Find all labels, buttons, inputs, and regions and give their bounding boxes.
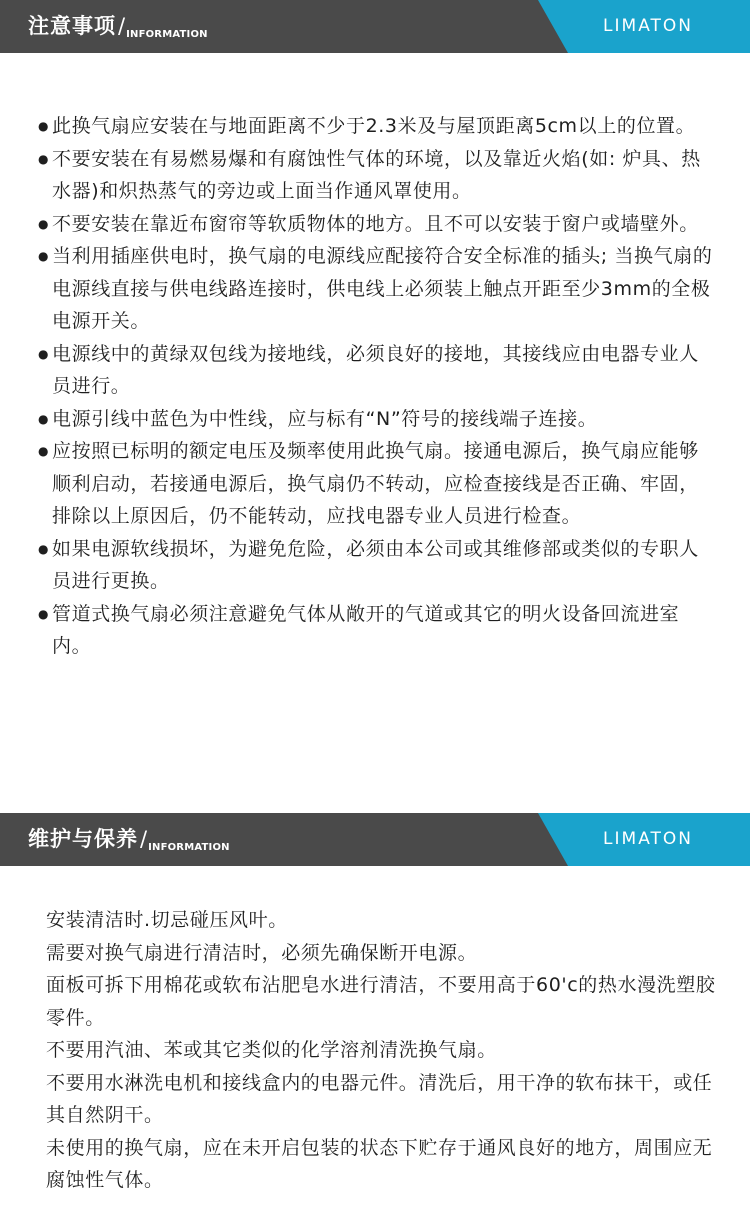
list-item (38, 435, 718, 533)
section-title-en: INFORMATION (148, 842, 230, 853)
list-item (38, 403, 718, 436)
list-item: 不要用汽油、苯或其它类似的化学溶剂清洗换气扇。 (46, 1039, 497, 1061)
precautions-list (38, 110, 718, 663)
brand-logo-text: LIMATON (603, 16, 693, 36)
bullet-icon: ● (38, 216, 50, 231)
section-header-precautions (0, 0, 750, 53)
bullet-icon: ● (38, 151, 50, 166)
list-item-text: 不要安装在有易燃易爆和有腐蚀性气体的环境，以及靠近火焰(如: 炉具、热水器)和炽热蒸气的旁边或上面当作通风罩使用。 (52, 147, 701, 202)
section-title-en: INFORMATION (126, 29, 208, 40)
title-slash: / (118, 14, 126, 38)
list-item-text: 应按照已标明的额定电压及频率使用此换气扇。接通电源后，换气扇应能够顺利启动，若接通电源后，换气扇仍不转动，应检查接线是否正确、牢固，排除以上原因后，仍不能转动，应找电器专业人员进行检查。 (52, 440, 699, 527)
bullet-icon: ● (38, 411, 50, 426)
title-slash: / (140, 827, 148, 851)
section-title (28, 813, 230, 866)
list-item: 未使用的换气扇，应在未开启包装的状态下贮存于通风良好的地方，周围应无腐蚀性气体。 (46, 1136, 713, 1191)
list-item (38, 240, 718, 338)
list-item (38, 338, 718, 403)
list-item-text: 电源引线中蓝色为中性线，应与标有“N”符号的接线端子连接。 (52, 407, 598, 430)
list-item (38, 143, 718, 208)
list-item: 安装清洁时.切忌碰压风叶。 (46, 909, 288, 931)
list-item-text: 管道式换气扇必须注意避免气体从敞开的气道或其它的明火设备回流进室内。 (52, 602, 680, 657)
list-item: 不要用水淋洗电机和接线盒内的电器元件。清洗后，用干净的软布抹干，或任其自然阴干。 (46, 1071, 713, 1126)
list-item (38, 598, 718, 663)
section-title-zh: 维护与保养 (28, 827, 138, 851)
maintenance-list (46, 904, 718, 1197)
list-item-text: 不要安装在靠近布窗帘等软质物体的地方。且不可以安装于窗户或墙壁外。 (52, 212, 699, 235)
section-title-zh: 注意事项 (28, 14, 116, 38)
bullet-icon: ● (38, 606, 50, 621)
brand-logo-text: LIMATON (603, 829, 693, 849)
list-item-text: 此换气扇应安装在与地面距离不少于2.3米及与屋顶距离5cm以上的位置。 (52, 115, 696, 137)
bullet-icon: ● (38, 444, 50, 458)
section-title (28, 0, 208, 53)
list-item (38, 110, 718, 143)
list-item: 面板可拆下用棉花或软布沾肥皂水进行清洁，不要用高于60'c的热水漫洗塑胶零件。 (46, 974, 716, 1029)
list-item (38, 208, 718, 241)
bullet-icon: ● (38, 541, 50, 556)
list-item (38, 533, 718, 598)
bullet-icon: ● (38, 346, 50, 361)
list-item-text: 当利用插座供电时，换气扇的电源线应配接符合安全标准的插头; 当换气扇的电源线直接与供电线路连接时，供电线上必须装上触点开距至少3mm的全极电源开关。 (52, 245, 713, 332)
list-item-text: 如果电源软线损坏，为避免危险，必须由本公司或其维修部或类似的专职人员进行更换。 (52, 537, 699, 592)
bullet-icon: ● (38, 249, 50, 263)
section-header-maintenance (0, 813, 750, 866)
bullet-icon: ● (38, 119, 50, 133)
list-item: 需要对换气扇进行清洁时，必须先确保断开电源。 (46, 941, 478, 964)
list-item-text: 电源线中的黄绿双包线为接地线，必须良好的接地，其接线应由电器专业人员进行。 (52, 342, 699, 397)
